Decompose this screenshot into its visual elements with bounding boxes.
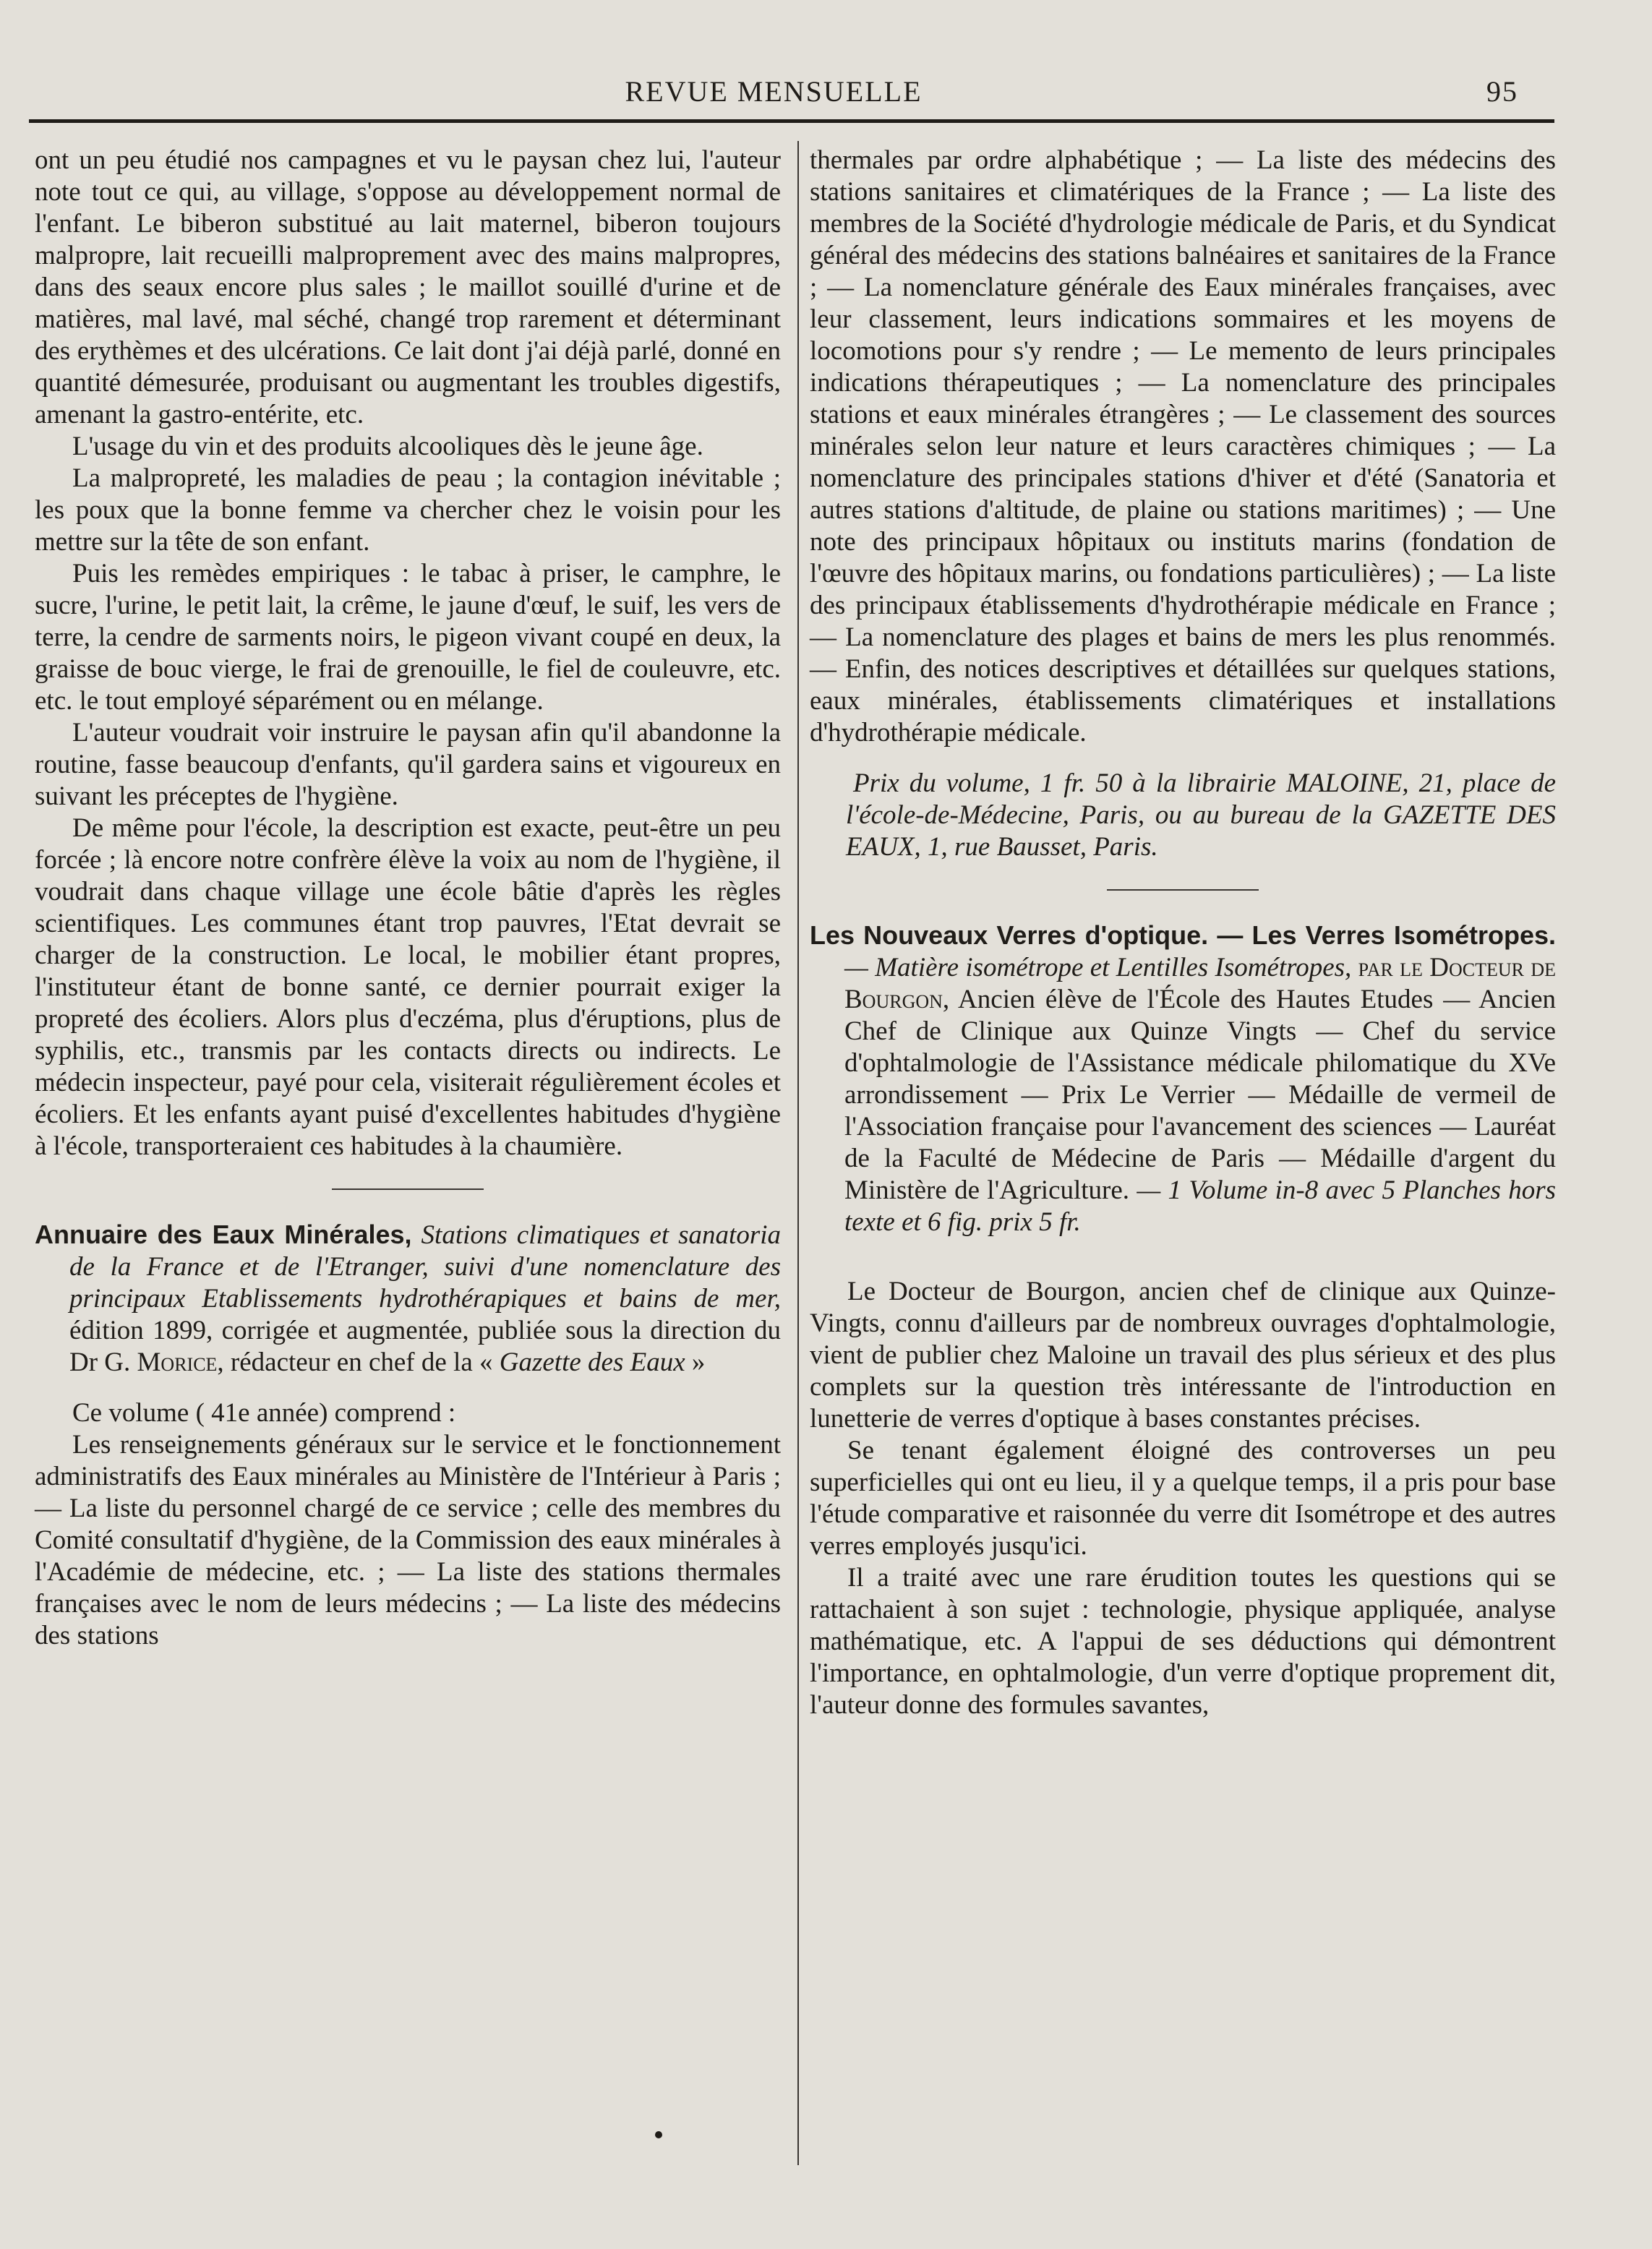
verres-author: Docteur de Bourgon, bbox=[844, 953, 1556, 1014]
section-separator bbox=[332, 1188, 484, 1190]
page-number: 95 bbox=[1486, 75, 1518, 108]
paragraph: Puis les remèdes empiriques : le tabac à priser, le camphre, le sucre, l'urine, le petit lait, la crême, le jaune d'œuf, le suif, les vers de terre, la cendre de sarments noirs, le pigeon vivant coupé en deux, la graisse de bouc vierge, le frai de grenouille, le fiel de couleuvre, etc. etc. le tout employé séparément ou en mélange. bbox=[35, 559, 781, 716]
verres-title: Les Nouveaux Verres d'optique. — Les Verres Isométropes. bbox=[810, 920, 1556, 950]
annuaire-gazette: Gazette des Eaux bbox=[499, 1348, 685, 1377]
paragraph: Le Docteur de Bourgon, ancien chef de clinique aux Quinze-Vingts, connu d'ailleurs par de nombreux ouvrages d'ophtalmologie, vient de publier chez Maloine un travail des plus sérieux et des plus complets sur la question très intéressante de l'introduction en lunetterie de verres d'optique à bases constantes précises. bbox=[810, 1277, 1556, 1434]
annuaire-editor-name: Morice, bbox=[137, 1348, 224, 1377]
right-column bbox=[810, 145, 1556, 1721]
verres-par: par le bbox=[1358, 953, 1423, 982]
paragraph: Se tenant également éloigné des controverses un peu superficielles qui ont eu lieu, il y a quelque temps, il a pris pour base l'étude comparative et raisonnée du verre dit Isométrope et des autres verres employés jusqu'ici. bbox=[810, 1436, 1556, 1561]
contents-text: Les renseignements généraux sur le service et le fonctionnement administratifs des Eaux minérales au Ministère de l'Intérieur à Paris ; — La liste du personnel chargé de ce service ; celle des membres du Comité consultatif d'hygiène, de la Commission des eaux minérales à l'Académie de médecine, etc. ; — La liste des stations thermales françaises avec le nom de leurs médecins ; — La liste des médecins des stations bbox=[35, 1430, 781, 1650]
verres-heading bbox=[810, 920, 1556, 1238]
paragraph: Il a traité avec une rare érudition toutes les questions qui se rattachaient à son sujet : technologie, physique appliquée, analyse mathématique, etc. A l'appui de ses déductions qui démontrent l'importance, en ophtalmologie, d'un verre d'optique proprement dit, l'auteur donne des formules savantes, bbox=[810, 1563, 1556, 1720]
spacer bbox=[35, 1379, 781, 1397]
header-rule bbox=[29, 119, 1554, 123]
annuaire-editor-role: rédacteur en chef de la « bbox=[230, 1348, 493, 1377]
paragraph: L'usage du vin et des produits alcooliques dès le jeune âge. bbox=[72, 432, 703, 461]
spacer bbox=[810, 749, 1556, 768]
annuaire-title: Annuaire des Eaux Minérales, bbox=[35, 1220, 412, 1249]
annuaire-subtitle: Stations climatiques et sanatoria de la France et de l'Etranger, suivi d'une nomenclature des principaux Etablissements hydrothérapiques et bains de mer, bbox=[69, 1220, 782, 1314]
spacer bbox=[810, 1257, 1556, 1276]
verres-volume-info: — 1 Volume in-8 avec 5 Planches hors texte et 6 fig. prix 5 fr. bbox=[844, 1175, 1557, 1237]
annuaire-edition: édition 1899, corrigée et augmentée, publiée sous la direction du Dr G. bbox=[69, 1316, 781, 1377]
column-divider bbox=[797, 141, 799, 2165]
verres-credentials: Ancien élève de l'École des Hautes Etudes — Ancien Chef de Clinique aux Quinze Vingts — Chef du service d'ophtalmologie de l'Assistance médicale philomatique du XVe arrondissement — Prix Le Verrier — Médaille de vermeil de l'Association française pour l'avancement des sciences — Lauréat de la Faculté de Médecine de Paris — Médaille d'argent du Ministère de l'Agriculture. bbox=[844, 985, 1556, 1205]
verres-subtitle: — Matière isométrope et Lentilles Isométropes, bbox=[844, 953, 1352, 982]
left-column bbox=[35, 145, 781, 1652]
page-header bbox=[29, 74, 1518, 118]
page-dot bbox=[655, 2131, 662, 2138]
annuaire-gazette-close: » bbox=[691, 1348, 706, 1377]
paragraph: De même pour l'école, la description est exacte, peut-être un peu forcée ; là encore notre confrère élève la voix au nom de l'hygiène, il voudrait dans chaque village une école bâtie d'après les règles scientifiques. Les communes étant trop pauvres, l'Etat devrait se charger de la construction. Le local, le mobilier étant propres, l'instituteur étant de bonne santé, ce dernier pourrait exiger la propreté des écoliers. Alors plus d'eczéma, plus d'éruptions, plus de syphilis, etc., transmis par les contacts directs ou indirects. Le médecin inspecteur, payé pour cela, visiterait régulièrement écoles et écoliers. Et les enfants ayant puisé d'excellentes habitudes d'hygiène à l'école, transporteraient ces habitudes à la chaumière. bbox=[35, 813, 781, 1161]
paragraph: ont un peu étudié nos campagnes et vu le paysan chez lui, l'auteur note tout ce qui, au village, s'oppose au développement normal de l'enfant. Le biberon substitué au lait maternel, biberon toujours malpropre, lait recueilli malproprement avec des mains malpropres, dans des seaux encore plus sales ; le maillot souillé d'urine et de matières, mal lavé, mal séché, changé trop rarement et déterminant des erythèmes et des ulcérations. Ce lait dont j'ai déjà parlé, donné en quantité démesurée, produisant ou augmentant les troubles digestifs, amenant la gastro-entérite, etc. bbox=[35, 145, 781, 429]
contents-intro: Ce volume ( 41e année) comprend : bbox=[72, 1398, 456, 1428]
spacer bbox=[810, 1238, 1556, 1257]
paragraph: L'auteur voudrait voir instruire le paysan afin qu'il abandonne la routine, fasse beaucoup d'enfants, qu'il gardera sains et vigoureux en suivant les préceptes de l'hygiène. bbox=[35, 718, 781, 811]
annuaire-heading bbox=[35, 1219, 781, 1379]
price-note: Prix du volume, 1 fr. 50 à la librairie MALOINE, 21, place de l'école-de-Médecine, Paris, ou au bureau de la GAZETTE DES EAUX, 1, rue Bausset, Paris. bbox=[846, 768, 1556, 862]
running-head: REVUE MENSUELLE bbox=[625, 75, 923, 108]
continuation-paragraph: thermales par ordre alphabétique ; — La liste des médecins des stations sanitaires et climatériques de la France ; — La liste des membres de la Société d'hydrologie médicale de Paris, et du Syndicat général des médecins des stations balnéaires et sanitaires de la France ; — La nomenclature générale des Eaux minérales françaises, avec leur classement, leurs indications sommaires et les moyens de locomotions pour s'y rendre ; — Le memento de leurs principales indications thérapeutiques ; — La nomenclature des principales stations et eaux minérales étrangères ; — Le classement des sources minérales selon leur nature et leurs caractères chimiques ; — La nomenclature des principales stations d'hiver et d'été (Sanatoria et autres stations d'altitude, de plaine ou stations maritimes) ; — Une note des principaux hôpitaux ou instituts marins (fondation de l'œuvre des hôpitaux marins, ou fondations particulières) ; — La liste des principaux établissements d'hydrothérapie médicale en France ; — La nomenclature des plages et bains de mers les plus renommés. — Enfin, des notices descriptives et détaillées sur quelques stations, eaux minérales, établissements climatériques et installations d'hydrothérapie médicale. bbox=[810, 145, 1556, 747]
paragraph: La malpropreté, les maladies de peau ; la contagion inévitable ; les poux que la bonne femme va chercher chez le voisin pour les mettre sur la tête de son enfant. bbox=[35, 463, 781, 557]
section-separator bbox=[1107, 889, 1259, 891]
